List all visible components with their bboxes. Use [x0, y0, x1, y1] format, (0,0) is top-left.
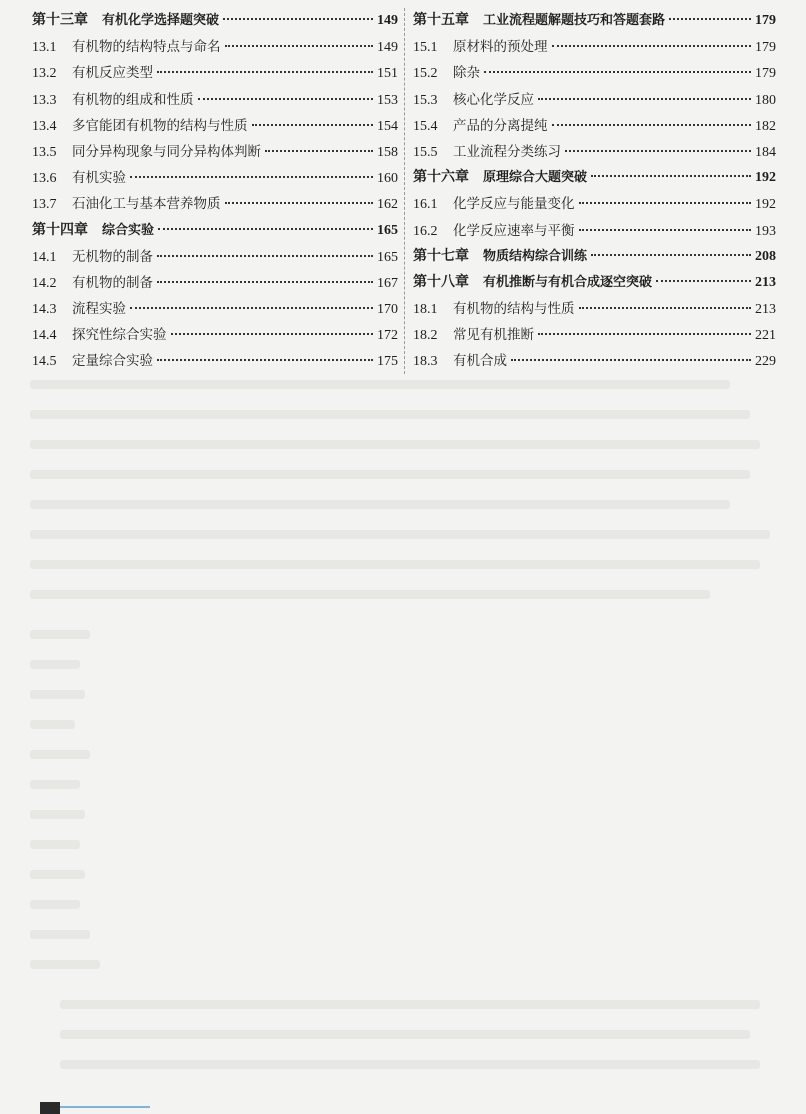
bleed-through-line	[30, 630, 90, 639]
entry-page-number: 153	[377, 92, 398, 108]
toc-chapter-entry[interactable]	[413, 244, 776, 270]
bleed-through-line	[30, 900, 80, 909]
entry-title: 原材料的预处理	[453, 39, 548, 56]
entry-page-number: 192	[755, 170, 776, 186]
bleed-through-line	[30, 440, 760, 449]
entry-number: 第十三章	[32, 13, 88, 28]
toc-section-entry[interactable]	[32, 87, 398, 113]
bleed-through-line	[30, 590, 710, 599]
entry-page-number: 179	[755, 66, 776, 82]
entry-number: 13.5	[32, 144, 57, 160]
entry-title: 原理综合大题突破	[483, 170, 588, 186]
entry-number: 16.1	[413, 197, 438, 213]
entry-number: 第十八章	[413, 274, 469, 290]
bleed-through-line	[30, 530, 770, 539]
toc-section-entry[interactable]	[413, 191, 776, 217]
bleed-through-line	[30, 560, 760, 569]
bleed-through-line	[30, 750, 90, 759]
dot-leader	[484, 71, 751, 73]
entry-title: 定量综合实验	[72, 353, 153, 370]
dot-leader	[656, 280, 751, 282]
footer-rule	[60, 1106, 150, 1108]
bleed-through-line	[30, 810, 85, 819]
bleed-through-background	[30, 380, 790, 1100]
bleed-through-line	[30, 870, 85, 879]
bleed-through-line	[30, 410, 750, 419]
entry-title: 有机物的制备	[72, 274, 153, 291]
toc-left-column	[32, 8, 404, 374]
entry-number: 13.2	[32, 66, 57, 82]
dot-leader	[579, 202, 752, 204]
entry-number: 14.1	[32, 249, 57, 265]
entry-number: 13.3	[32, 92, 57, 108]
entry-page-number: 192	[755, 197, 776, 213]
dot-leader	[565, 150, 751, 152]
dot-leader	[198, 98, 374, 100]
page-corner-mark	[40, 1102, 60, 1114]
table-of-contents	[32, 8, 776, 374]
entry-number: 15.1	[413, 40, 438, 56]
dot-leader	[223, 18, 373, 20]
entry-number: 13.6	[32, 171, 57, 187]
entry-page-number: 160	[377, 171, 398, 187]
entry-title: 综合实验	[102, 222, 155, 238]
toc-section-entry[interactable]	[32, 34, 398, 60]
entry-page-number: 158	[377, 144, 398, 160]
entry-title: 有机实验	[72, 170, 126, 187]
toc-section-entry[interactable]	[32, 165, 398, 191]
entry-page-number: 179	[755, 13, 776, 28]
entry-page-number: 184	[755, 144, 776, 160]
dot-leader	[579, 307, 752, 309]
dot-leader	[157, 281, 373, 283]
entry-title: 化学反应速率与平衡	[453, 222, 575, 239]
entry-page-number: 229	[755, 354, 776, 370]
entry-title: 核心化学反应	[453, 91, 534, 108]
toc-section-entry[interactable]	[32, 270, 398, 296]
entry-title: 除杂	[453, 65, 480, 82]
toc-section-entry[interactable]	[32, 296, 398, 322]
dot-leader	[552, 45, 752, 47]
entry-number: 16.2	[413, 223, 438, 239]
entry-title: 有机物的结构特点与命名	[72, 39, 221, 56]
dot-leader	[265, 150, 373, 152]
toc-section-entry[interactable]	[413, 348, 776, 374]
bleed-through-line	[30, 470, 750, 479]
dot-leader	[225, 45, 374, 47]
entry-number: 15.3	[413, 92, 438, 108]
entry-page-number: 149	[377, 13, 398, 28]
entry-number: 13.7	[32, 197, 57, 213]
entry-number: 第十六章	[413, 170, 469, 186]
entry-number: 第十五章	[413, 13, 469, 28]
entry-title: 物质结构综合训练	[483, 248, 588, 264]
entry-page-number: 167	[377, 275, 398, 291]
dot-leader	[130, 307, 373, 309]
entry-page-number: 213	[755, 274, 776, 290]
bleed-through-line	[30, 660, 80, 669]
bleed-through-line	[60, 1000, 760, 1009]
entry-title: 化学反应与能量变化	[453, 196, 575, 213]
dot-leader	[157, 71, 373, 73]
toc-section-entry[interactable]	[32, 60, 398, 86]
entry-page-number: 179	[755, 40, 776, 56]
toc-section-entry[interactable]	[413, 34, 776, 60]
bleed-through-line	[30, 960, 100, 969]
entry-title: 工业流程题解题技巧和答题套路	[483, 13, 666, 28]
entry-number: 14.5	[32, 354, 57, 370]
entry-title: 有机反应类型	[72, 65, 153, 82]
toc-section-entry[interactable]	[413, 87, 776, 113]
entry-number: 第十四章	[32, 222, 88, 238]
dot-leader	[538, 98, 751, 100]
entry-number: 15.5	[413, 144, 438, 160]
toc-section-entry[interactable]	[32, 244, 398, 270]
dot-leader	[669, 18, 751, 20]
toc-section-entry[interactable]	[32, 191, 398, 217]
dot-leader	[579, 229, 752, 231]
dot-leader	[552, 124, 752, 126]
entry-title: 探究性综合实验	[72, 327, 167, 344]
toc-section-entry[interactable]	[32, 139, 398, 165]
toc-section-entry[interactable]	[32, 322, 398, 348]
entry-title: 无机物的制备	[72, 248, 153, 265]
bleed-through-line	[60, 1030, 750, 1039]
entry-number: 14.2	[32, 275, 57, 291]
bleed-through-line	[30, 780, 80, 789]
entry-number: 14.3	[32, 302, 57, 318]
dot-leader	[171, 333, 374, 335]
entry-page-number: 182	[755, 118, 776, 134]
entry-page-number: 151	[377, 66, 398, 82]
toc-section-entry[interactable]	[413, 218, 776, 244]
entry-page-number: 180	[755, 92, 776, 108]
entry-title: 有机物的结构与性质	[453, 301, 575, 318]
toc-section-entry[interactable]	[32, 348, 398, 374]
dot-leader	[130, 176, 373, 178]
entry-number: 14.4	[32, 328, 57, 344]
entry-number: 15.4	[413, 118, 438, 134]
entry-title: 产品的分离提纯	[453, 117, 548, 134]
entry-page-number: 221	[755, 328, 776, 344]
entry-title: 有机化学选择题突破	[102, 13, 220, 28]
entry-page-number: 154	[377, 118, 398, 134]
entry-number: 13.4	[32, 118, 57, 134]
entry-number: 18.1	[413, 302, 438, 318]
entry-title: 多官能团有机物的结构与性质	[72, 117, 248, 134]
entry-number: 18.2	[413, 328, 438, 344]
dot-leader	[158, 228, 373, 230]
entry-title: 有机物的组成和性质	[72, 91, 194, 108]
toc-section-entry[interactable]	[413, 296, 776, 322]
dot-leader	[538, 333, 751, 335]
dot-leader	[591, 254, 751, 256]
entry-title: 石油化工与基本营养物质	[72, 196, 221, 213]
dot-leader	[157, 359, 373, 361]
entry-page-number: 162	[377, 197, 398, 213]
bleed-through-line	[30, 840, 80, 849]
entry-title: 工业流程分类练习	[453, 143, 561, 160]
bleed-through-line	[30, 930, 90, 939]
toc-chapter-entry[interactable]	[413, 165, 776, 191]
toc-section-entry[interactable]	[413, 139, 776, 165]
bleed-through-line	[30, 690, 85, 699]
toc-chapter-entry[interactable]	[32, 8, 398, 34]
entry-title: 有机推断与有机合成逐空突破	[483, 274, 653, 290]
toc-section-entry[interactable]	[413, 60, 776, 86]
bleed-through-line	[30, 500, 730, 509]
entry-title: 同分异构现象与同分异构体判断	[72, 143, 261, 160]
bleed-through-line	[60, 1060, 760, 1069]
dot-leader	[225, 202, 374, 204]
dot-leader	[252, 124, 374, 126]
entry-number: 18.3	[413, 354, 438, 370]
toc-right-column	[404, 8, 776, 374]
entry-number: 13.1	[32, 40, 57, 56]
toc-section-entry[interactable]	[413, 113, 776, 139]
toc-chapter-entry[interactable]	[413, 8, 776, 34]
entry-page-number: 213	[755, 302, 776, 318]
toc-section-entry[interactable]	[413, 322, 776, 348]
entry-number: 第十七章	[413, 248, 469, 264]
toc-section-entry[interactable]	[32, 113, 398, 139]
entry-page-number: 172	[377, 328, 398, 344]
entry-page-number: 170	[377, 302, 398, 318]
dot-leader	[511, 359, 751, 361]
dot-leader	[157, 255, 373, 257]
toc-chapter-entry[interactable]	[413, 270, 776, 296]
bleed-through-line	[30, 720, 75, 729]
entry-title: 流程实验	[72, 301, 126, 318]
entry-number: 15.2	[413, 66, 438, 82]
entry-title: 有机合成	[453, 353, 507, 370]
entry-title: 常见有机推断	[453, 327, 534, 344]
entry-page-number: 165	[377, 249, 398, 265]
dot-leader	[591, 175, 751, 177]
entry-page-number: 175	[377, 354, 398, 370]
entry-page-number: 208	[755, 248, 776, 264]
entry-page-number: 165	[377, 222, 398, 238]
toc-chapter-entry[interactable]	[32, 218, 398, 244]
entry-page-number: 149	[377, 40, 398, 56]
entry-page-number: 193	[755, 223, 776, 239]
bleed-through-line	[30, 380, 730, 389]
